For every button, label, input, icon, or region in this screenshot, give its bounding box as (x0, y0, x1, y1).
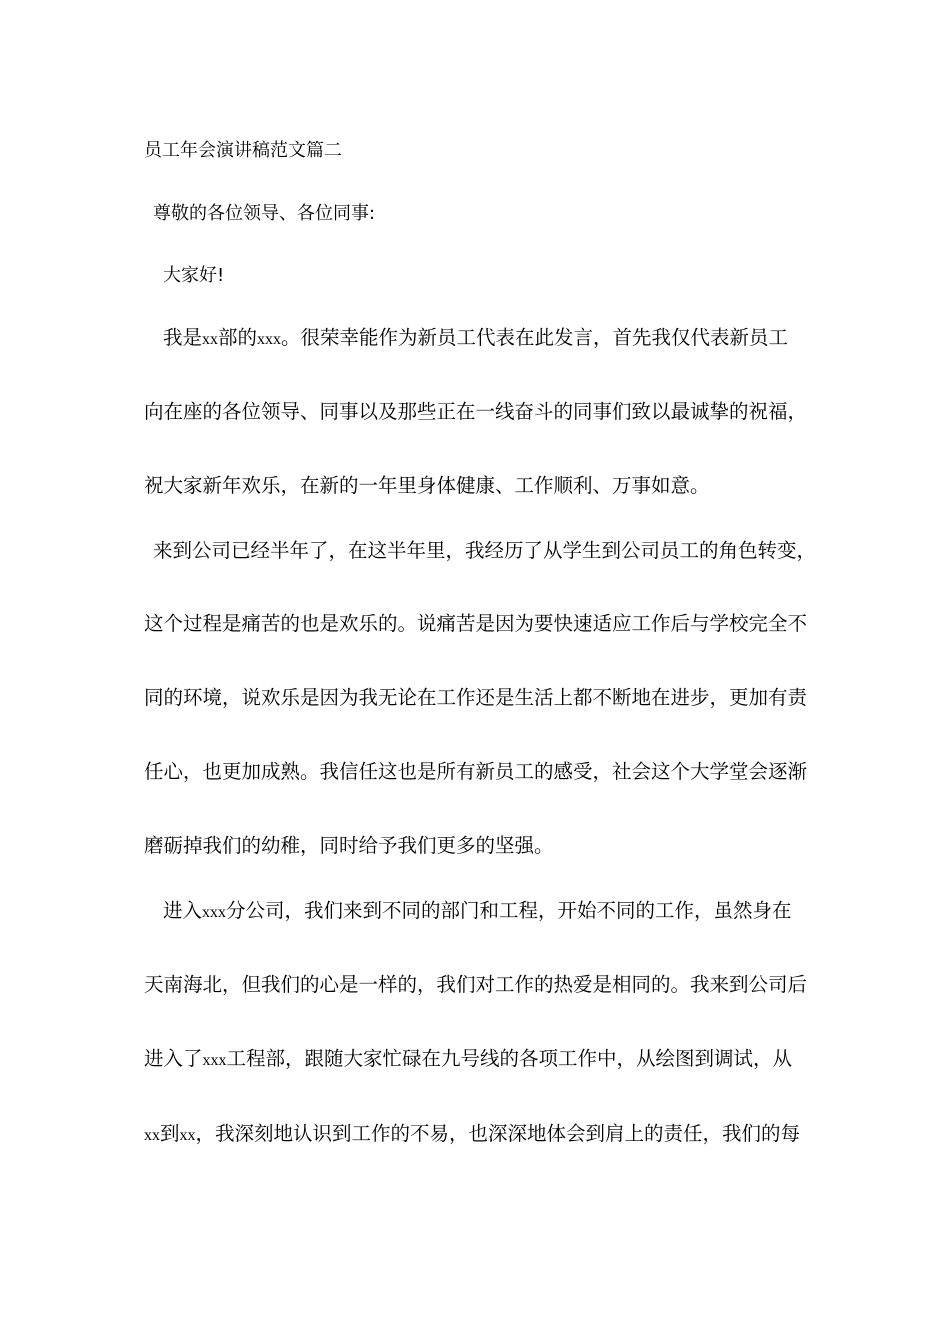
para1-text: 我是 (163, 326, 203, 349)
document-title: 员工年会演讲稿范文篇二 (144, 140, 342, 161)
greeting: 大家好! (163, 265, 225, 286)
para3-company-placeholder: xxx (202, 904, 227, 921)
para2-line1: 来到公司已经半年了，在这半年里，我经历了从学生到公司员工的角色转变， (153, 539, 817, 562)
para3-line3 (144, 1047, 792, 1073)
para3-text: 分公司，我们来到不同的部门和工程，开始不同的工作，虽然身在 (226, 899, 792, 922)
para3-from-placeholder: xx (144, 1127, 160, 1144)
para2-line3: 同的环境，说欢乐是因为我无论在工作还是生活上都不断地在进步，更加有责 (144, 686, 808, 709)
para3-line4 (144, 1122, 800, 1148)
para2-line5: 磨砺掉我们的幼稚，同时给予我们更多的坚强。 (144, 834, 554, 857)
para3-line1 (163, 899, 792, 925)
para3-line2: 天南海北，但我们的心是一样的，我们对工作的热爱是相同的。我来到公司后 (144, 973, 808, 996)
para3-text: 工程部，跟随大家忙碌在九号线的各项工作中，从绘图到调试，从 (226, 1047, 793, 1070)
para2-line2: 这个过程是痛苦的也是欢乐的。说痛苦是因为要快速适应工作后与学校完全不 (144, 612, 808, 635)
para1-text: 。很荣幸能作为新员工代表在此发言，首先我仅代表新员工 (281, 326, 789, 349)
para3-text: 进入了 (144, 1047, 203, 1070)
salutation: 尊敬的各位领导、各位同事: (153, 203, 376, 224)
para1-dept-placeholder: xx (202, 331, 219, 348)
para2-line4: 任心，也更加成熟。我信任这也是所有新员工的感受，社会这个大学堂会逐渐 (144, 760, 808, 783)
para3-text: 进入 (163, 899, 203, 922)
para3-text: ，我深刻地认识到工作的不易，也深深地体会到肩上的责任，我们的每 (195, 1122, 801, 1145)
para3-text: 到 (160, 1122, 180, 1145)
para3-to-placeholder: xx (179, 1127, 196, 1144)
para1-line3: 祝大家新年欢乐，在新的一年里身体健康、工作顺利、万事如意。 (144, 474, 710, 497)
para1-line1 (163, 326, 788, 352)
para1-line2: 向在座的各位领导、同事以及那些正在一线奋斗的同事们致以最诚挚的祝福， (144, 400, 808, 423)
para1-text: 部的 (218, 326, 258, 349)
para1-name-placeholder: xxx (257, 331, 282, 348)
para3-dept-placeholder: xxx (202, 1052, 227, 1069)
